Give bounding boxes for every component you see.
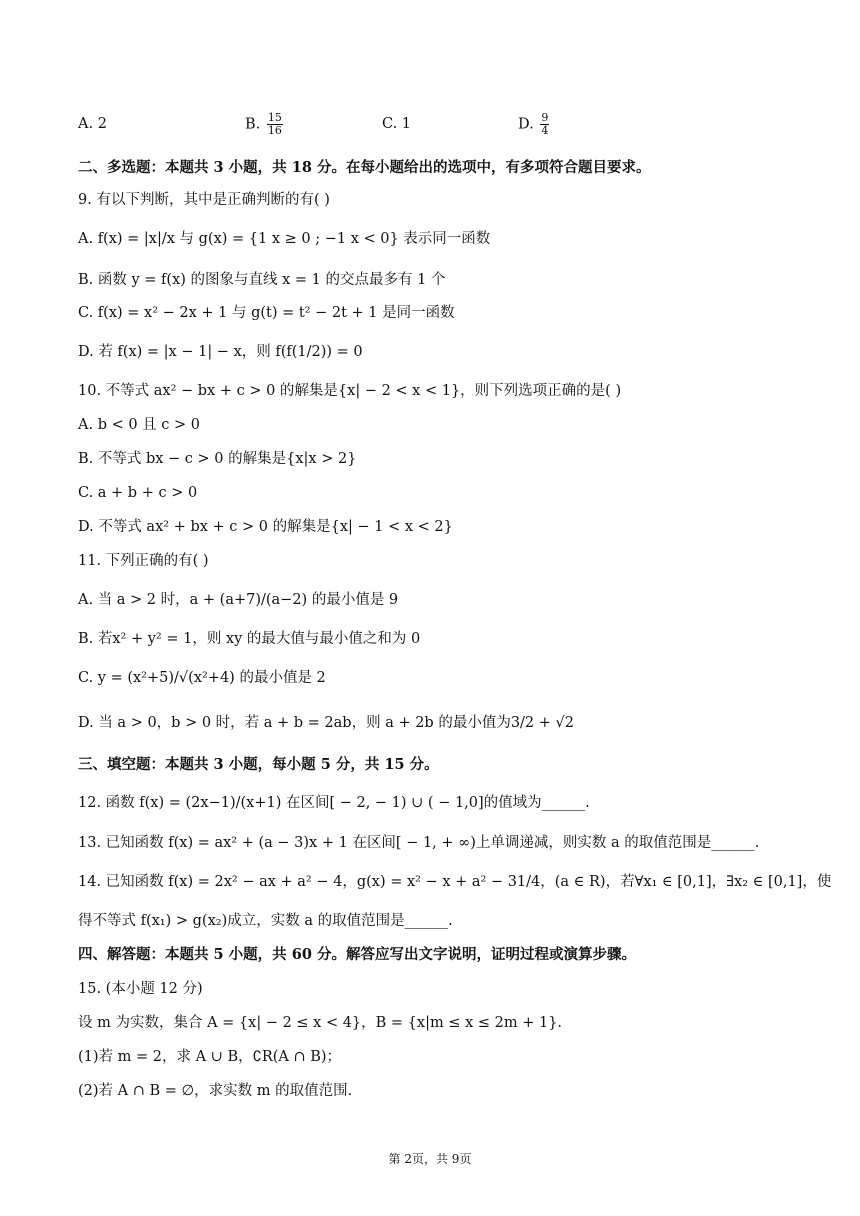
q8-option-a: A. 2: [78, 116, 107, 132]
q11-option-d: D. 当 a > 0，b > 0 时，若 a + b = 2ab，则 a + 2b 的最小值为3/2 + √2: [78, 715, 574, 731]
q9-option-a: A. f(x) = |x|/x 与 g(x) = {1 x ≥ 0 ; −1 x < 0} 表示同一函数: [78, 231, 491, 247]
section-heading-multiple-choice: 二、多选题：本题共 3 小题，共 18 分。在每小题给出的选项中，有多项符合题目要求。: [78, 159, 651, 176]
q13: 13. 已知函数 f(x) = ax² + (a − 3)x + 1 在区间[ − 1, + ∞)上单调递减，则实数 a 的取值范围是______.: [78, 835, 760, 851]
q9-stem: 9. 有以下判断，其中是正确判断的有( ): [78, 192, 330, 208]
section-heading-fill-in: 三、填空题：本题共 3 小题，每小题 5 分，共 15 分。: [78, 756, 439, 773]
q8-option-b: [245, 112, 285, 137]
q8-option-d-label: D.: [518, 116, 534, 133]
fraction-numerator: 15: [267, 111, 282, 124]
q11-option-a: A. 当 a > 2 时，a + (a+7)/(a−2) 的最小值是 9: [78, 592, 399, 608]
page-footer: 第 2页，共 9页: [388, 1152, 472, 1166]
q8-option-d: [518, 112, 551, 137]
q10-option-a: A. b < 0 且 c > 0: [78, 417, 200, 433]
q15-part-2: (2)若 A ∩ B = ∅，求实数 m 的取值范围.: [78, 1083, 353, 1099]
q9-option-c: C. f(x) = x² − 2x + 1 与 g(t) = t² − 2t + 1 是同一函数: [78, 305, 455, 321]
q8-option-b-fraction: [267, 112, 283, 137]
q12: 12. 函数 f(x) = (2x−1)/(x+1) 在区间[ − 2, − 1) ∪ ( − 1,0]的值域为______.: [78, 795, 590, 811]
q10-option-d: D. 不等式 ax² + bx + c > 0 的解集是{x| − 1 < x < 2}: [78, 519, 453, 535]
q8-option-d-fraction: [540, 112, 549, 137]
fraction-numerator: 9: [541, 111, 549, 124]
fraction-denominator: 4: [541, 124, 549, 137]
q14-line-1: 14. 已知函数 f(x) = 2x² − ax + a² − 4，g(x) = x² − x + a² − 31/4，(a ∈ R)，若∀x₁ ∈ [0,1]，∃x₂ ∈ [0,1]，使: [78, 874, 832, 890]
q9-option-d: D. 若 f(x) = |x − 1| − x，则 f(f(1/2)) = 0: [78, 344, 363, 360]
q10-option-c: C. a + b + c > 0: [78, 485, 198, 501]
q10-stem: 10. 不等式 ax² − bx + c > 0 的解集是{x| − 2 < x < 1}，则下列选项正确的是( ): [78, 383, 622, 399]
q11-option-c: C. y = (x²+5)/√(x²+4) 的最小值是 2: [78, 670, 326, 686]
q15-title: 15. (本小题 12 分): [78, 981, 203, 997]
q10-option-b: B. 不等式 bx − c > 0 的解集是{x|x > 2}: [78, 451, 357, 467]
q14-line-2: 得不等式 f(x₁) > g(x₂)成立，实数 a 的取值范围是______.: [78, 913, 453, 929]
section-heading-answers: 四、解答题：本题共 5 小题，共 60 分。解答应写出文字说明，证明过程或演算步骤。: [78, 946, 636, 963]
q9-option-b: B. 函数 y = f(x) 的图象与直线 x = 1 的交点最多有 1 个: [78, 272, 446, 288]
q8-option-b-label: B.: [245, 116, 261, 133]
q8-option-c: C. 1: [382, 116, 412, 132]
q11-option-b: B. 若x² + y² = 1，则 xy 的最大值与最小值之和为 0: [78, 631, 421, 647]
fraction-denominator: 16: [267, 124, 282, 137]
q15-stem: 设 m 为实数，集合 A = {x| − 2 ≤ x < 4}，B = {x|m ≤ x ≤ 2m + 1}.: [78, 1015, 563, 1031]
q11-stem: 11. 下列正确的有( ): [78, 553, 209, 569]
q15-part-1: (1)若 m = 2，求 A ∪ B，∁R(A ∩ B)；: [78, 1049, 342, 1065]
